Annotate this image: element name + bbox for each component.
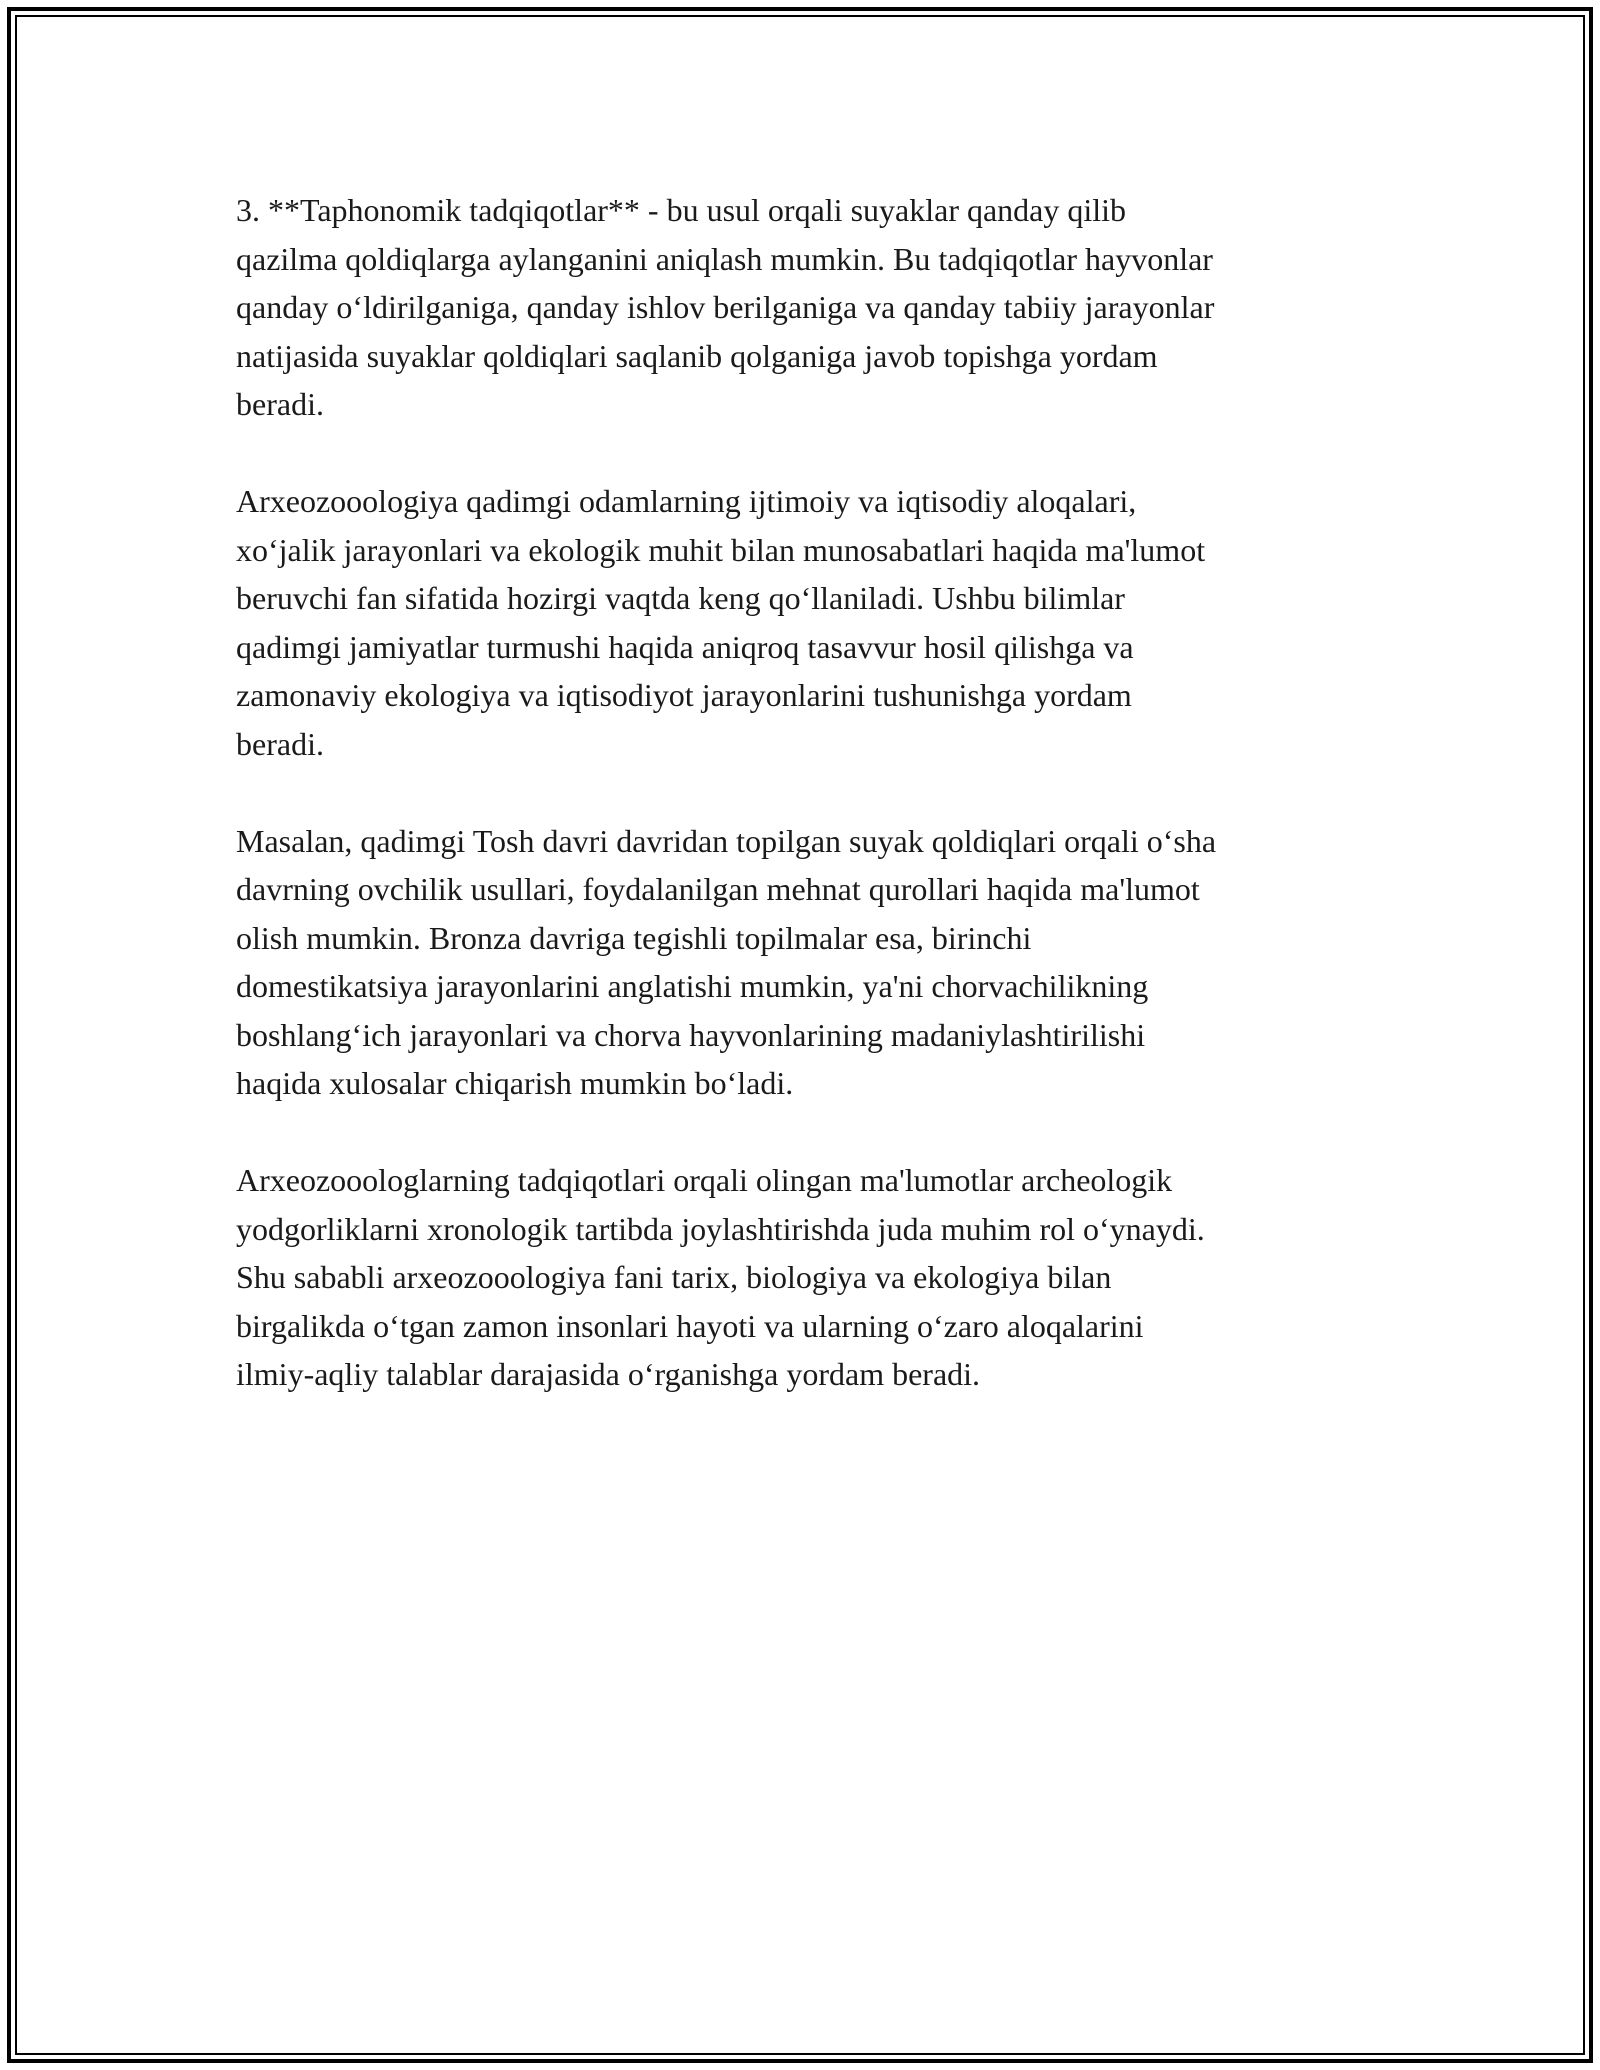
text-line: qazilma qoldiqlarga aylanganini aniqlash mumkin. Bu tadqiqotlar hayvonlar bbox=[236, 240, 1213, 277]
text-line: olish mumkin. Bronza davriga tegishli topilmalar esa, birinchi bbox=[236, 919, 1032, 956]
paragraph-examples bbox=[236, 817, 1366, 1108]
text-line: beruvchi fan sifatida hozirgi vaqtda keng qo‘llaniladi. Ushbu bilimlar bbox=[236, 580, 1125, 616]
text-line: birgalikda o‘tgan zamon insonlari hayoti va ularning o‘zaro aloqalarini bbox=[236, 1307, 1144, 1344]
text-line: boshlang‘ich jarayonlari va chorva hayvonlarining madaniylashtirilishi bbox=[236, 1016, 1146, 1053]
paragraph-taphonomy bbox=[236, 186, 1366, 429]
text-line: Masalan, qadimgi Tosh davri davridan topilgan suyak qoldiqlari orqali o‘sha bbox=[236, 822, 1217, 859]
text-line: Shu sababli arxeozooologiya fani tarix, biologiya va ekologiya bilan bbox=[236, 1259, 1112, 1295]
text-line: qadimgi jamiyatlar turmushi haqida aniqroq tasavvur hosil qilishga va bbox=[236, 628, 1134, 665]
text-line: domestikatsiya jarayonlarini anglatishi mumkin, ya'ni chorvachilikning bbox=[236, 968, 1149, 1004]
text-line: yodgorliklarni xronologik tartibda joylashtirishda juda muhim rol o‘ynaydi. bbox=[236, 1210, 1205, 1247]
text-line: ilmiy-aqliy talablar darajasida o‘rganishga yordam beradi. bbox=[236, 1356, 981, 1392]
text-line: natijasida suyaklar qoldiqlari saqlanib qolganiga javob topishga yordam bbox=[236, 337, 1158, 374]
text-line: beradi. bbox=[236, 386, 324, 422]
paragraph-archaeozoology-overview bbox=[236, 477, 1366, 768]
text-line: Arxeozooologiya qadimgi odamlarning ijtimoiy va iqtisodiy aloqalari, bbox=[236, 483, 1137, 519]
text-line: haqida xulosalar chiqarish mumkin bo‘ladi. bbox=[236, 1065, 794, 1101]
paragraph-conclusion bbox=[236, 1156, 1366, 1399]
text-line: zamonaviy ekologiya va iqtisodiyot jarayonlarini tushunishga yordam bbox=[236, 677, 1132, 713]
text-line: qanday o‘ldirilganiga, qanday ishlov berilganiga va qanday tabiiy jarayonlar bbox=[236, 289, 1215, 325]
text-line: beradi. bbox=[236, 725, 324, 762]
text-line: 3. **Taphonomik tadqiqotlar** - bu usul orqali suyaklar qanday qilib bbox=[236, 192, 1127, 228]
document-body bbox=[236, 186, 1366, 1447]
text-line: davrning ovchilik usullari, foydalanilgan mehnat qurollari haqida ma'lumot bbox=[236, 871, 1200, 907]
text-line: Arxeozooologlarning tadqiqotlari orqali olingan ma'lumotlar archeologik bbox=[236, 1162, 1173, 1198]
text-line: xo‘jalik jarayonlari va ekologik muhit bilan munosabatlari haqida ma'lumot bbox=[236, 531, 1206, 568]
